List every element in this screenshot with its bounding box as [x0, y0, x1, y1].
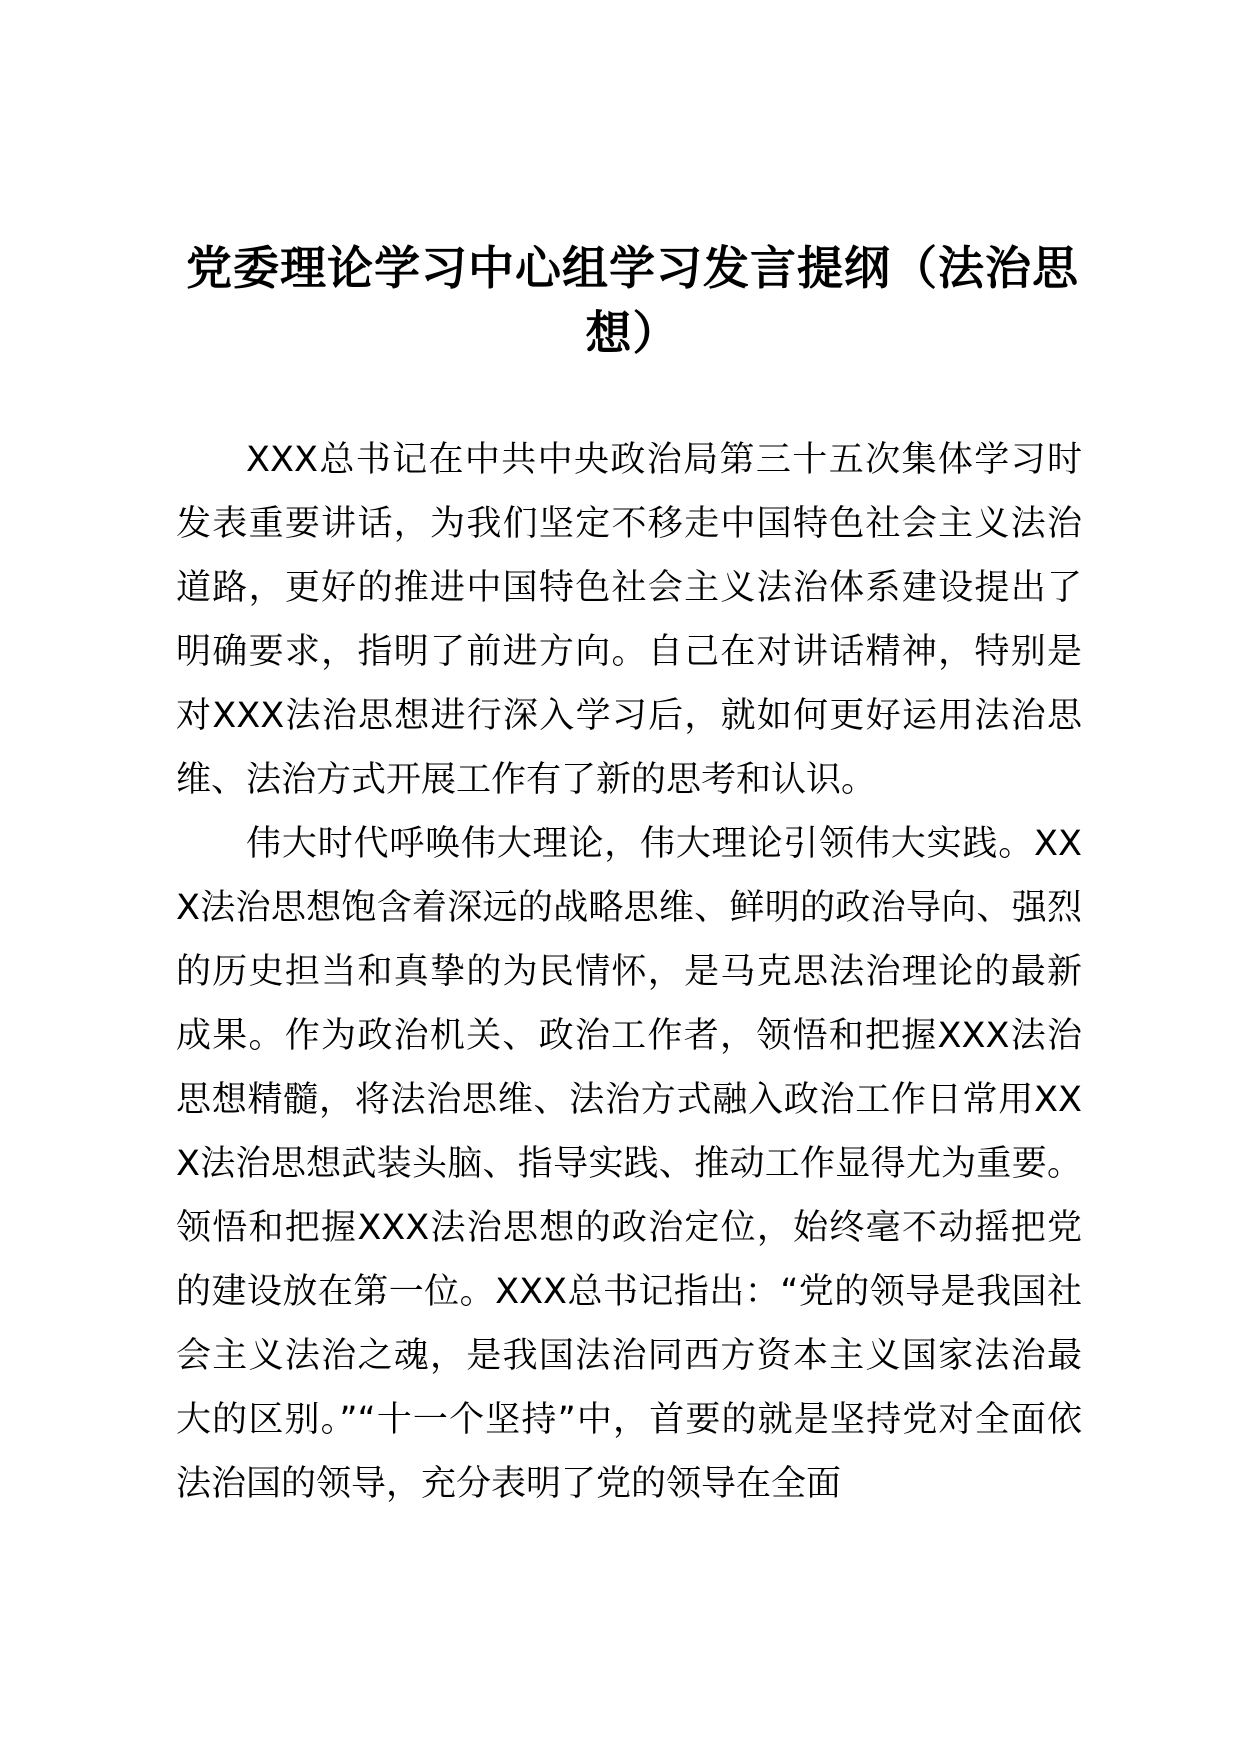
document-title: 党委理论学习中心组学习发言提纲（法治思想） — [186, 241, 1079, 360]
paragraph-2: 伟大时代呼唤伟大理论，伟大理论引领伟大实践。XXX法治思想饱含着深远的战略思维、鲜明的政治导向、强烈的历史担当和真挚的为民情怀，是马克思法治理论的最新成果。作为政治机关、政治工作者，领悟和把握XXX法治思想精髓，将法治思维、法治方式融入政治工作日常用XXX法治思想武装头脑、指导实践、推动工作显得尤为重要。领悟和把握XXX法治思想的政治定位，始终毫不动摇把党的建设放在第一位。XXX总书记指出：“党的领导是我国社会主义法治之魂，是我国法治同西方资本主义国家法治最大的区别。”“十一个坚持”中，首要的就是坚持党对全面依法治国的领导，充分表明了党的领导在全面 — [176, 824, 1082, 1504]
paragraph-1: XXX总书记在中共中央政治局第三十五次集体学习时发表重要讲话，为我们坚定不移走中国特色社会主义法治道路，更好的推进中国特色社会主义法治体系建设提出了明确要求，指明了前进方向。自己在对讲话精神，特别是对XXX法治思想进行深入学习后，就如何更好运用法治思维、法治方式开展工作有了新的思考和认识。 — [176, 440, 1082, 800]
document-body — [176, 428, 1082, 1516]
